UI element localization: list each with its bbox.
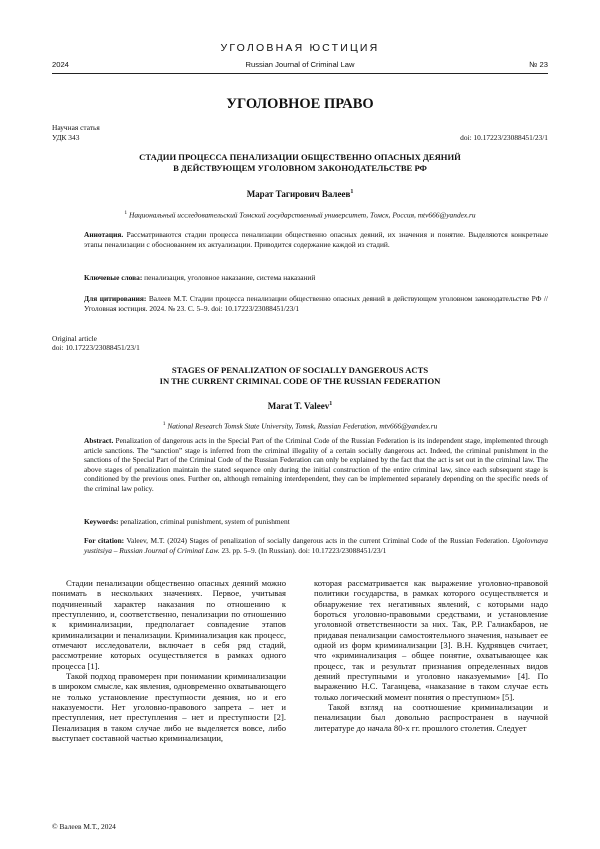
body-column-right: [314, 578, 548, 733]
article-type-ru: Научная статья: [52, 123, 100, 132]
keywords-ru: [84, 273, 548, 283]
header-rule: [52, 73, 548, 74]
running-header: [52, 60, 548, 72]
title-en-line2: IN THE CURRENT CRIMINAL CODE OF THE RUSSIAN FEDERATION: [159, 376, 441, 386]
affiliation-ru: [0, 210, 600, 219]
keywords-ru-label: Ключевые слова:: [84, 273, 143, 282]
header-year: 2024: [52, 60, 69, 69]
citation-en-label: For citation:: [84, 536, 125, 545]
author-ru-sup: 1: [350, 189, 354, 195]
author-ru-name: Марат Тагирович Валеев: [246, 189, 351, 199]
copyright-footer: © Валеев М.Т., 2024: [52, 822, 116, 831]
keywords-ru-text: пенализация, уголовное наказание, система наказаний: [144, 273, 316, 282]
keywords-en-text: penalization, criminal punishment, system of punishment: [120, 517, 290, 526]
body-paragraph: которая рассматривается как выражение уголовно-правовой политики государства, в рамках которого осуществляется и обнаружение тех негативных явлений, с которыми надо бороться уголовно-правовыми средствами, и установление уголовной ответственности за них. Так, Р.Р. Галиакбаров, не придавая пенализации самостоятельного значения, называет ее одной из форм криминализации [3]. В.Н. Кудрявцев считает, что «криминализация – общее понятие, охватывающее как процесс, так и результат признания определенных видов деяний преступными и уголовно наказуемыми» [4]. По выражению Н.С. Таганцева, «наказание в таком случае есть только логический момент понятия о преступном» [5].: [314, 578, 548, 702]
affil-ru-sup: 1: [124, 210, 128, 216]
keywords-en: [84, 517, 548, 527]
keywords-en-label: Keywords:: [84, 517, 119, 526]
body-column-left: [52, 578, 286, 744]
citation-ru-text: Валеев М.Т. Стадии процесса пенализации общественно опасных деяний в действующем уголовном законодательстве РФ // Уголовная юстиция. 2024. № 23. С. 5–9. doi: 10.17223/23088451/23/1: [84, 294, 548, 313]
doi-en: doi: 10.17223/23088451/23/1: [52, 343, 140, 352]
abstract-ru-text: Рассматриваются стадии процесса пенализации общественно опасных деяний, их значения и понятие. Выделяются конкретные этапы пенализации с обоснованием их актуализации. Приводится содержание каждой из стадий.: [84, 230, 548, 249]
body-paragraph: Такой взгляд на соотношение криминализации и пенализации был довольно распространен в научной литературе до начала 80-х гг. прошлого столетия. Следует: [314, 702, 548, 733]
abstract-ru-label: Аннотация.: [84, 230, 124, 239]
header-issue: № 23: [529, 60, 548, 69]
affil-en-text: National Research Tomsk State University, Tomsk, Russian Federation, mtv666@yandex.ru: [167, 421, 438, 431]
affil-en-sup: 1: [162, 421, 166, 427]
citation-ru: [84, 294, 548, 313]
section-title: УГОЛОВНОЕ ПРАВО: [226, 96, 374, 112]
udc: УДК 343: [52, 133, 80, 142]
author-en: [0, 401, 600, 411]
header-journal-en: Russian Journal of Criminal Law: [245, 60, 355, 69]
article-title-en: [60, 365, 540, 387]
title-ru-line2: В ДЕЙСТВУЮЩЕМ УГОЛОВНОМ ЗАКОНОДАТЕЛЬСТВЕ РФ: [173, 163, 427, 173]
article-title-ru: [60, 152, 540, 174]
abstract-en: [84, 436, 548, 494]
affil-ru-text: Национальный исследовательский Томский государственный университет, Томск, Россия, mtv666@yandex.ru: [128, 210, 476, 220]
citation-ru-label: Для цитирования:: [84, 294, 147, 303]
author-en-sup: 1: [329, 401, 333, 407]
citation-en-text-2: 23. pp. 5–9. (In Russian). doi: 10.17223/23088451/23/1: [221, 545, 387, 555]
title-en-line1: STAGES OF PENALIZATION OF SOCIALLY DANGEROUS ACTS: [171, 365, 429, 375]
doi-ru: doi: 10.17223/23088451/23/1: [460, 133, 548, 142]
abstract-en-text: Penalization of dangerous acts in the Special Part of the Criminal Code of the Russian Federation is its independent stage, implemented through article sanctions. The “sanction” stage is inferred from the criminal illegality of a certain socially dangerous act. Indeed, the criminal punishment in the sanctions of the Special Part of the Criminal Code of the Russian Federation can only be explained by the fact that the act is set out in the criminal law. The above stages of penalization maintain the stated sequence only during the initial construction of the entire criminal law, since each subsequent stage is conditioned by the previous ones. Further on, although remaining interdependent, they can be implemented separately depending on the specific needs of the criminal law policy.: [84, 436, 548, 493]
body-paragraph: Такой подход правомерен при понимании криминализации в широком смысле, как явления, одновременно охватывающего не только установление преступности деяния, но и его наказуемости. Нет уголовно-правового запрета – нет и преступления, нет преступления – нет и преступности [2]. Пенализация в таком случае либо не выделяется вовсе, либо выступает составной частью криминализации,: [52, 671, 286, 744]
affiliation-en: [0, 421, 600, 430]
author-ru: [0, 189, 600, 199]
abstract-ru: [84, 230, 548, 249]
citation-en-text-1: Valeev, M.T. (2024) Stages of penalization of socially dangerous acts in the current Criminal Code of the Russian Federation.: [126, 536, 510, 545]
author-en-name: Marat T. Valeev: [267, 401, 330, 411]
citation-en-journal: Ugolovnaya yustitsiya – Russian Journal of Criminal Law.: [84, 536, 548, 555]
article-type-en: Original article: [52, 334, 97, 343]
title-ru-line1: СТАДИИ ПРОЦЕССА ПЕНАЛИЗАЦИИ ОБЩЕСТВЕННО ОПАСНЫХ ДЕЯНИЙ: [139, 152, 461, 162]
abstract-en-label: Abstract.: [84, 436, 114, 445]
journal-name: УГОЛОВНАЯ ЮСТИЦИЯ: [220, 42, 380, 54]
body-paragraph: Стадии пенализации общественно опасных деяний можно понимать в нескольких значениях. Первое, учитывая подчиненный характер наказания по отношению к преступлению, и, соответственно, пенализации по отношению к криминализации, предполагает совпадение этапов криминализации и пенализации. Криминализация как процесс, отмечают исследователи, включает в себя ряд стадий, рассмотрение которых осуществляется в рамках одного процесса [1].: [52, 578, 286, 671]
citation-en: [84, 536, 548, 555]
